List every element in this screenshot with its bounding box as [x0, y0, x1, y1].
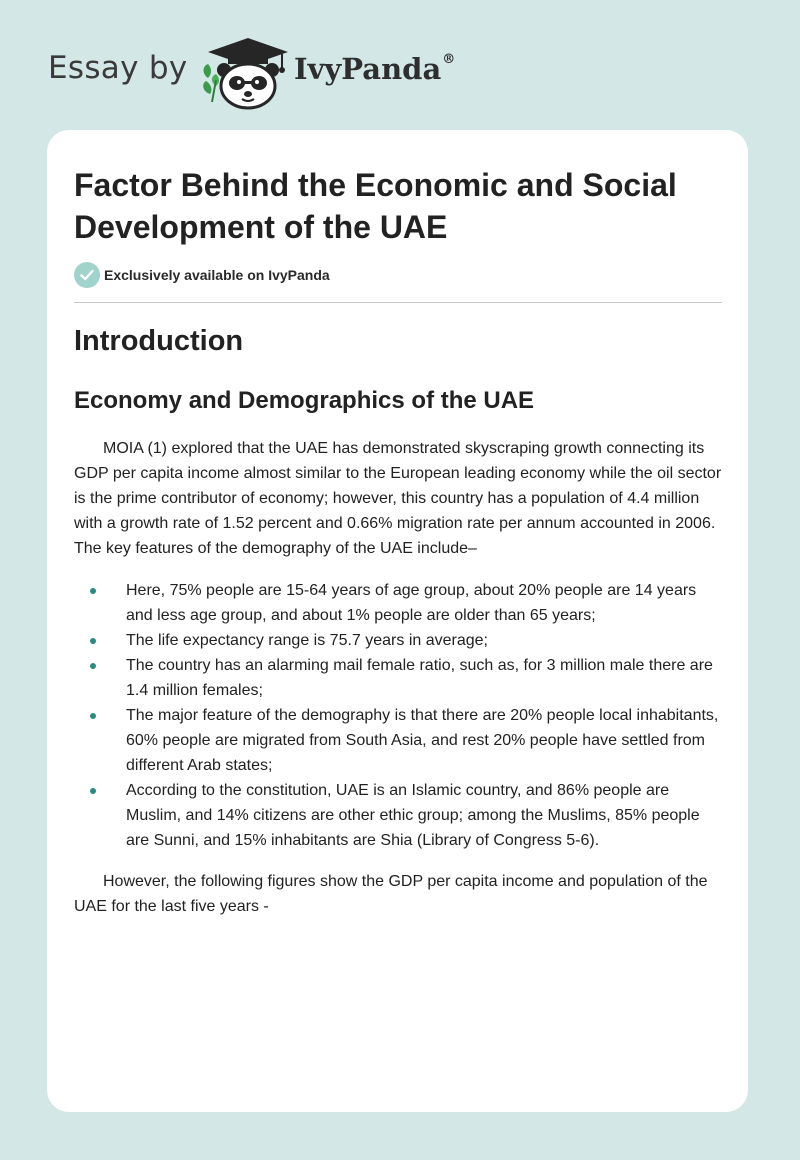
essay-card	[47, 130, 748, 1112]
closing-paragraph: However, the following figures show the GDP per capita income and population of the UAE for the last five years -	[74, 873, 708, 915]
section-heading-introduction: Introduction	[74, 325, 244, 357]
list-item: The country has an alarming mail female ratio, such as, for 3 million male there are 1.4 million females;	[74, 653, 724, 703]
panda-logo-icon[interactable]	[198, 36, 292, 110]
list-item: According to the constitution, UAE is an Islamic country, and 86% people are Muslim, and 14% citizens are other ethic group; among the Muslims, 85% people are Sunni, and 15% inhabitants are Shia (Library of Congress 5-6).	[74, 778, 724, 853]
divider	[74, 302, 722, 303]
brand-name[interactable]: IvyPanda®	[294, 52, 456, 86]
exclusive-label: Exclusively available on IvyPanda	[104, 267, 330, 283]
essay-title: Factor Behind the Economic and Social Development of the UAE	[74, 167, 677, 245]
list-item: The life expectancy range is 75.7 years in average;	[74, 628, 724, 653]
essay-by-label: Essay by	[48, 50, 188, 86]
list-item: The major feature of the demography is that there are 20% people local inhabitants, 60% people are migrated from South Asia, and rest 20% people have settled from different Arab states;	[74, 703, 724, 778]
demography-list	[74, 578, 724, 853]
subsection-heading-economy: Economy and Demographics of the UAE	[74, 387, 535, 414]
registered-mark: ®	[442, 52, 456, 67]
intro-paragraph: MOIA (1) explored that the UAE has demonstrated skyscraping growth connecting its GDP per capita income almost similar to the European leading economy while the oil sector is the prime contributor of economy; however, this country has a population of 4.4 million with a growth rate of 1.52 percent and 0.66% migration rate per annum accounted in 2006. The key features of the demography of the UAE include–	[74, 440, 722, 557]
list-item: Here, 75% people are 15-64 years of age group, about 20% people are 14 years and less age group, and about 1% people are older than 65 years;	[74, 578, 724, 628]
site-header	[0, 0, 800, 120]
check-icon	[74, 262, 100, 288]
